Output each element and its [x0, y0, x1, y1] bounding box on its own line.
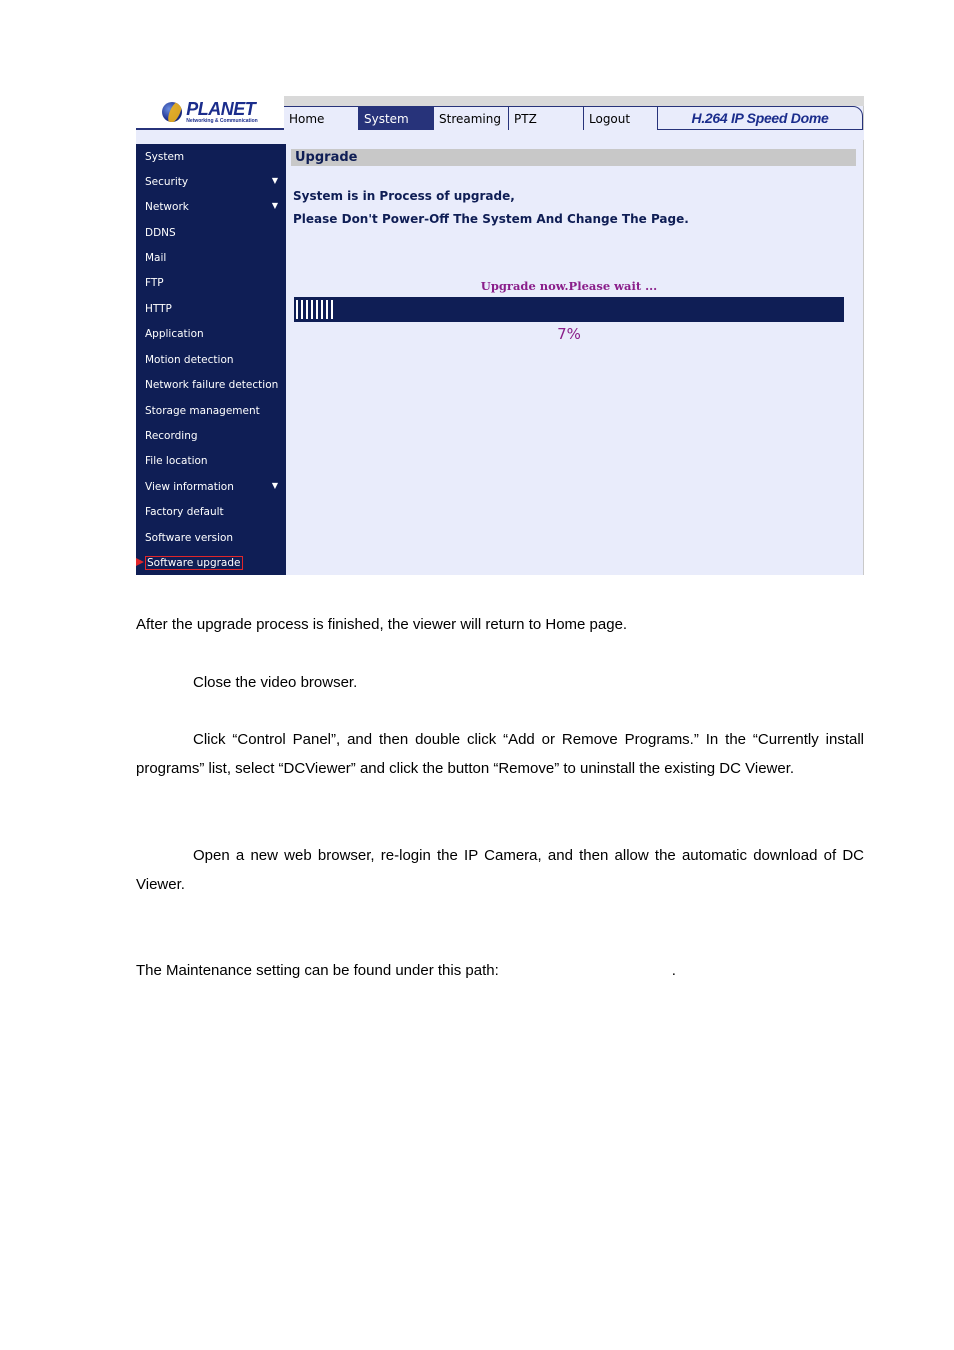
- tab-streaming[interactable]: Streaming: [434, 106, 509, 130]
- upgrade-message-line1: System is in Process of upgrade,: [293, 189, 515, 203]
- top-strip: [284, 96, 864, 106]
- maintenance-path-period: .: [671, 962, 676, 979]
- sidebar-item-file-location[interactable]: File location: [145, 454, 208, 467]
- paragraph-close-browser: Close the video browser.: [193, 674, 358, 691]
- nav-tabs: [284, 106, 659, 130]
- paragraph-new-browser: Open a new web browser, re-login the IP Camera, and then allow the automatic download of DC Viewer.: [136, 847, 864, 893]
- paragraph-maintenance-path: [136, 956, 864, 985]
- sidebar-item-ftp[interactable]: FTP: [145, 276, 164, 289]
- sidebar-item-software-upgrade[interactable]: Software upgrade: [136, 550, 286, 575]
- sidebar-item-http[interactable]: HTTP: [145, 302, 172, 315]
- chevron-down-icon: ▼: [271, 176, 278, 185]
- sidebar-item-factory-default[interactable]: Factory default: [145, 505, 224, 518]
- chevron-down-icon: ▼: [271, 481, 278, 490]
- sidebar-item-system[interactable]: System: [145, 150, 185, 163]
- upgrade-progress-fill: [296, 300, 334, 319]
- sidebar-item-application[interactable]: Application: [145, 327, 204, 340]
- sidebar-item-ddns[interactable]: DDNS: [145, 226, 176, 239]
- planet-logo: [136, 96, 284, 130]
- logo-subtitle: Networking & Communication: [186, 118, 258, 124]
- sidebar-item-storage-management[interactable]: Storage management: [145, 404, 260, 417]
- upgrade-wait-text: Upgrade now.Please wait ...: [480, 279, 658, 293]
- sidebar-item-security[interactable]: Security ▼: [145, 175, 278, 188]
- sidebar-item-mail[interactable]: Mail: [145, 251, 167, 264]
- tab-home[interactable]: Home: [284, 106, 359, 130]
- upgrade-progress-bar: [294, 297, 844, 322]
- tab-system[interactable]: System: [359, 106, 434, 130]
- section-title: Upgrade: [291, 149, 856, 166]
- sidebar-item-view-information[interactable]: View information ▼: [145, 480, 278, 493]
- model-badge: H.264 IP Speed Dome: [657, 106, 863, 130]
- maintenance-path-text: The Maintenance setting can be found under this path:: [136, 962, 499, 979]
- header-spacer: [284, 130, 864, 140]
- sidebar-item-recording[interactable]: Recording: [145, 429, 198, 442]
- upgrade-message-line2: Please Don't Power-Off The System And Change The Page.: [293, 212, 689, 226]
- sidebar-item-network-failure-detection[interactable]: Network failure detection: [145, 378, 279, 391]
- top-navigation: [284, 96, 864, 130]
- selection-pointer-icon: [136, 558, 144, 566]
- upgrade-panel: [286, 144, 864, 575]
- tab-ptz[interactable]: PTZ: [509, 106, 584, 130]
- sidebar-item-motion-detection[interactable]: Motion detection: [145, 353, 234, 366]
- camera-web-ui-screenshot: [136, 96, 864, 575]
- sidebar-item-network[interactable]: Network ▼: [145, 200, 278, 213]
- tab-logout[interactable]: Logout: [584, 106, 659, 130]
- planet-globe-icon: [162, 102, 182, 122]
- logo-word: PLANET: [186, 99, 256, 119]
- sidebar-item-software-version[interactable]: Software version: [145, 531, 234, 544]
- chevron-down-icon: ▼: [271, 201, 278, 210]
- upgrade-progress-percent: 7%: [557, 325, 581, 343]
- paragraph-remove-program: Click “Control Panel”, and then double click “Add or Remove Programs.” In the “Currently install programs” list, select “DCViewer” and click the button “Remove” to uninstall the existing DC Viewer.: [136, 731, 864, 777]
- paragraph-upgrade-finished: After the upgrade process is finished, the viewer will return to Home page.: [136, 616, 628, 633]
- sidebar-menu: [136, 144, 286, 575]
